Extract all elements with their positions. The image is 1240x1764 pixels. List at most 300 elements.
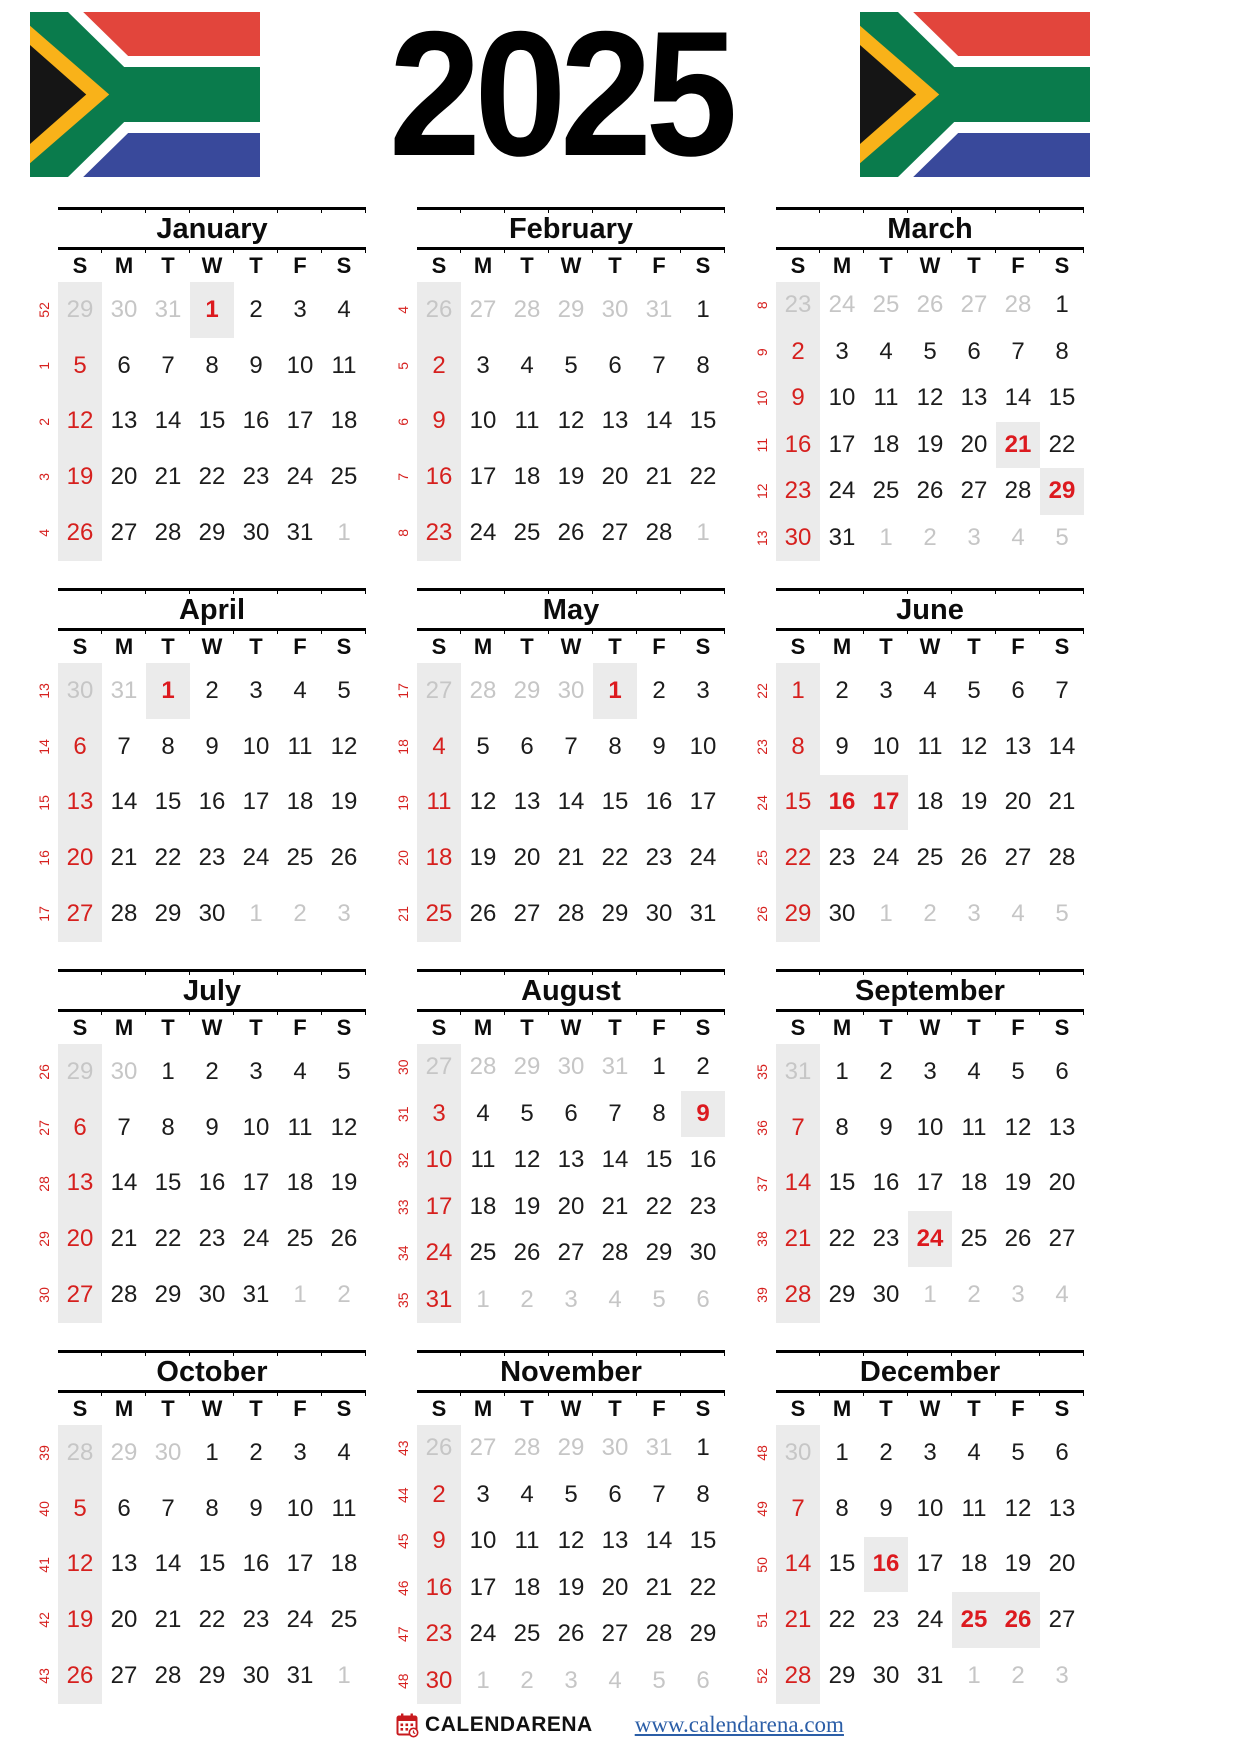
week-number: 5 — [394, 361, 411, 370]
day-cell: 25 — [916, 844, 944, 872]
day-cell: 18 — [330, 1550, 358, 1578]
brand-name: CALENDARENA — [425, 1713, 593, 1736]
week-gutter-spacer — [748, 631, 776, 663]
weekday-header: T — [967, 1015, 981, 1040]
month-title: September — [855, 975, 1005, 1007]
weekday-header: F — [293, 634, 307, 659]
day-cell: 22 — [198, 463, 226, 491]
week-number: 49 — [753, 1500, 770, 1517]
day-cell: 19 — [513, 1192, 541, 1220]
day-cell: 28 — [1004, 291, 1032, 319]
week-number: 23 — [753, 738, 770, 755]
month-title: July — [182, 975, 242, 1007]
week-number: 42 — [35, 1612, 52, 1629]
week-number: 26 — [753, 906, 770, 922]
day-cell: 3 — [564, 1666, 578, 1694]
calendar-grid — [30, 207, 1240, 1704]
week-number: 20 — [394, 850, 411, 867]
day-cell: 16 — [242, 1550, 270, 1578]
weekday-header: M — [832, 253, 852, 278]
day-cell: 7 — [776, 1481, 820, 1537]
week-number: 28 — [35, 1175, 52, 1192]
day-cell: 20 — [601, 1573, 629, 1601]
day-cell: 22 — [645, 1192, 673, 1220]
day-cell: 3 — [879, 676, 893, 704]
day-cell: 23 — [689, 1192, 717, 1220]
week-number: 8 — [394, 529, 411, 537]
day-cell: 5 — [58, 338, 102, 394]
day-cell: 13 — [513, 788, 541, 816]
day-cell: 10 — [469, 407, 497, 435]
week-number: 24 — [753, 794, 770, 811]
month-title: August — [521, 975, 621, 1007]
day-cell: 29 — [828, 1281, 856, 1309]
day-cell: 30 — [242, 519, 270, 547]
day-cell: 3 — [249, 1057, 263, 1085]
weekday-header: S — [72, 634, 88, 659]
month-top-line — [776, 1350, 1084, 1353]
day-cell: 5 — [652, 1666, 666, 1694]
day-cell: 27 — [110, 519, 138, 547]
day-cell: 5 — [58, 1481, 102, 1537]
day-cell: 28 — [154, 1662, 182, 1690]
week-number: 30 — [395, 1059, 411, 1076]
day-cell: 27 — [417, 1044, 461, 1091]
day-cell: 4 — [879, 337, 893, 365]
day-cell: 23 — [776, 282, 820, 329]
day-cell: 8 — [205, 1494, 219, 1522]
day-cell: 2 — [1011, 1662, 1025, 1690]
month-divider-line — [417, 628, 725, 631]
site-link[interactable]: www.calendarena.com — [634, 1712, 844, 1737]
day-cell: 25 — [513, 519, 541, 547]
week-gutter-spacer — [389, 631, 417, 663]
week-number: 35 — [395, 1291, 411, 1308]
day-cell: 3 — [1055, 1662, 1069, 1690]
day-cell: 14 — [1048, 732, 1076, 760]
week-number: 48 — [395, 1672, 411, 1689]
day-cell: 30 — [110, 295, 138, 323]
day-cell: 10 — [242, 732, 270, 760]
day-cell: 27 — [417, 663, 461, 719]
day-cell: 12 — [1004, 1113, 1032, 1141]
day-cell: 27 — [58, 886, 102, 942]
day-cell: 19 — [58, 449, 102, 505]
day-cell: 17 — [828, 430, 856, 458]
day-cell: 20 — [1048, 1550, 1076, 1578]
week-number: 44 — [395, 1486, 411, 1503]
holiday-cell: 29 — [1040, 468, 1084, 515]
day-cell: 30 — [776, 515, 820, 562]
day-cell: 11 — [417, 775, 461, 831]
day-cell: 28 — [1048, 844, 1076, 872]
week-number: 18 — [394, 738, 411, 755]
day-cell: 30 — [828, 900, 856, 928]
day-cell: 1 — [205, 1438, 219, 1466]
day-cell: 2 — [652, 676, 666, 704]
day-cell: 24 — [916, 1606, 944, 1634]
month-top-line — [58, 207, 366, 210]
day-cell: 29 — [557, 1434, 585, 1462]
calendar-icon — [396, 1713, 420, 1738]
day-cell: 27 — [601, 1620, 629, 1648]
day-cell: 16 — [417, 1565, 461, 1612]
day-cell: 17 — [689, 788, 717, 816]
month-top-line — [58, 1350, 366, 1353]
week-number: 8 — [754, 301, 770, 310]
day-cell: 3 — [923, 1438, 937, 1466]
day-cell: 26 — [469, 900, 497, 928]
day-cell: 22 — [828, 1606, 856, 1634]
weekday-header: M — [832, 1396, 852, 1421]
day-cell: 1 — [337, 1662, 351, 1690]
day-cell: 21 — [154, 463, 182, 491]
week-number: 17 — [394, 683, 411, 699]
day-cell: 6 — [1055, 1057, 1069, 1085]
month-top-line — [58, 588, 366, 591]
day-cell: 10 — [916, 1494, 944, 1522]
weekday-header: S — [790, 1396, 806, 1421]
day-cell: 28 — [469, 1053, 497, 1081]
weekday-header: T — [879, 1396, 893, 1421]
day-cell: 16 — [689, 1146, 717, 1174]
page-footer — [0, 1712, 1240, 1738]
day-cell: 31 — [286, 1662, 314, 1690]
day-cell: 4 — [476, 1099, 490, 1127]
day-cell: 12 — [557, 1527, 585, 1555]
day-cell: 8 — [835, 1494, 849, 1522]
day-cell: 7 — [652, 351, 666, 379]
day-cell: 3 — [967, 900, 981, 928]
day-cell: 8 — [776, 719, 820, 775]
day-cell: 30 — [645, 900, 673, 928]
month-divider-line — [417, 1390, 725, 1393]
week-number: 40 — [35, 1500, 52, 1517]
day-cell: 1 — [923, 1281, 937, 1309]
day-cell: 20 — [110, 463, 138, 491]
day-cell: 31 — [110, 676, 138, 704]
day-cell: 25 — [513, 1620, 541, 1648]
day-cell: 23 — [242, 463, 270, 491]
day-cell: 12 — [960, 732, 988, 760]
day-cell: 6 — [608, 351, 622, 379]
weekday-header: S — [695, 634, 711, 659]
day-cell: 15 — [689, 1527, 717, 1555]
day-cell: 28 — [513, 295, 541, 323]
day-cell: 9 — [652, 732, 666, 760]
day-cell: 24 — [469, 1620, 497, 1648]
day-cell: 6 — [564, 1099, 578, 1127]
day-cell: 13 — [960, 384, 988, 412]
day-cell: 2 — [520, 1666, 534, 1694]
month-june — [748, 588, 1084, 942]
day-cell: 28 — [645, 1620, 673, 1648]
day-cell: 31 — [417, 1277, 461, 1324]
day-cell: 2 — [293, 900, 307, 928]
day-cell: 9 — [205, 1113, 219, 1141]
day-cell: 5 — [967, 676, 981, 704]
month-top-line — [776, 969, 1084, 972]
day-cell: 14 — [1004, 384, 1032, 412]
day-cell: 26 — [58, 505, 102, 561]
day-cell: 17 — [242, 788, 270, 816]
day-cell: 15 — [689, 407, 717, 435]
day-cell: 4 — [293, 676, 307, 704]
day-cell: 26 — [557, 1620, 585, 1648]
weekday-header: W — [560, 634, 582, 659]
day-cell: 19 — [916, 430, 944, 458]
day-cell: 8 — [835, 1113, 849, 1141]
weekday-header: T — [608, 1015, 622, 1040]
week-number: 30 — [35, 1287, 52, 1303]
weekday-header: T — [967, 253, 981, 278]
day-cell: 21 — [110, 844, 138, 872]
week-number: 35 — [753, 1064, 770, 1080]
weekday-header: W — [560, 1015, 582, 1040]
day-cell: 11 — [331, 1494, 357, 1522]
weekday-header: T — [161, 634, 175, 659]
day-cell: 18 — [872, 430, 900, 458]
day-cell: 6 — [1055, 1438, 1069, 1466]
month-title: June — [896, 594, 964, 626]
day-cell: 4 — [967, 1057, 981, 1085]
day-cell: 1 — [835, 1438, 849, 1466]
day-cell: 13 — [58, 1156, 102, 1212]
weekday-header: M — [832, 1015, 852, 1040]
day-cell: 26 — [330, 1225, 358, 1253]
day-cell: 30 — [872, 1281, 900, 1309]
weekday-header: S — [72, 1396, 88, 1421]
day-cell: 4 — [337, 1438, 351, 1466]
month-top-line — [417, 207, 725, 210]
day-cell: 14 — [776, 1156, 820, 1212]
day-cell: 9 — [879, 1113, 893, 1141]
day-cell: 1 — [476, 1666, 490, 1694]
month-top-line — [776, 588, 1084, 591]
day-cell: 19 — [1004, 1169, 1032, 1197]
month-title: December — [859, 1356, 1001, 1388]
week-number: 51 — [753, 1612, 770, 1629]
day-cell: 25 — [872, 291, 900, 319]
day-cell: 7 — [161, 351, 175, 379]
day-cell: 18 — [286, 788, 314, 816]
day-cell: 10 — [916, 1113, 944, 1141]
day-cell: 8 — [161, 1113, 175, 1141]
day-cell: 6 — [608, 1480, 622, 1508]
day-cell: 2 — [835, 676, 849, 704]
day-cell: 21 — [645, 1573, 673, 1601]
day-cell: 14 — [601, 1146, 629, 1174]
day-cell: 23 — [776, 468, 820, 515]
day-cell: 10 — [872, 732, 900, 760]
week-number: 13 — [35, 683, 52, 699]
day-cell: 15 — [601, 788, 629, 816]
day-cell: 3 — [417, 1091, 461, 1138]
month-top-line — [417, 588, 725, 591]
day-cell: 23 — [417, 505, 461, 561]
day-cell: 27 — [513, 900, 541, 928]
holiday-cell: 25 — [952, 1592, 996, 1648]
day-cell: 10 — [469, 1527, 497, 1555]
day-cell: 14 — [557, 788, 585, 816]
day-cell: 28 — [557, 900, 585, 928]
day-cell: 30 — [872, 1662, 900, 1690]
day-cell: 12 — [58, 394, 102, 450]
day-cell: 10 — [828, 384, 856, 412]
weekday-header: T — [161, 253, 175, 278]
day-cell: 11 — [961, 1113, 987, 1141]
day-cell: 14 — [645, 1527, 673, 1555]
day-cell: 27 — [110, 1662, 138, 1690]
day-cell: 7 — [564, 732, 578, 760]
weekday-header: S — [72, 1015, 88, 1040]
south-africa-flag-right — [860, 12, 1090, 177]
day-cell: 12 — [513, 1146, 541, 1174]
day-cell: 2 — [417, 1472, 461, 1519]
day-cell: 9 — [249, 351, 263, 379]
day-cell: 21 — [776, 1211, 820, 1267]
day-cell: 26 — [960, 844, 988, 872]
day-cell: 15 — [828, 1550, 856, 1578]
day-cell: 12 — [469, 788, 497, 816]
week-number: 32 — [395, 1152, 411, 1169]
week-number: 12 — [754, 483, 770, 500]
week-gutter-spacer — [748, 1012, 776, 1044]
weekday-header: F — [293, 1015, 307, 1040]
week-number: 17 — [35, 906, 52, 922]
month-december — [748, 1350, 1084, 1704]
month-divider-line — [776, 628, 1084, 631]
holiday-cell: 1 — [190, 282, 234, 338]
weekday-header: S — [1054, 634, 1070, 659]
weekday-header: S — [336, 634, 352, 659]
day-cell: 10 — [286, 351, 314, 379]
day-cell: 4 — [520, 1480, 534, 1508]
south-africa-flag-left — [30, 12, 260, 177]
day-cell: 27 — [557, 1239, 585, 1267]
day-cell: 29 — [58, 1044, 102, 1100]
week-gutter-spacer — [389, 1012, 417, 1044]
day-cell: 12 — [1004, 1494, 1032, 1522]
weekday-header: S — [790, 253, 806, 278]
month-title: November — [500, 1356, 642, 1388]
day-cell: 10 — [286, 1494, 314, 1522]
week-number: 47 — [395, 1626, 411, 1643]
day-cell: 1 — [696, 1434, 710, 1462]
day-cell: 6 — [1011, 676, 1025, 704]
day-cell: 2 — [249, 295, 263, 323]
day-cell: 30 — [198, 1281, 226, 1309]
day-cell: 23 — [872, 1606, 900, 1634]
day-cell: 14 — [154, 1550, 182, 1578]
day-cell: 17 — [286, 407, 314, 435]
day-cell: 2 — [205, 676, 219, 704]
month-divider-line — [58, 247, 366, 250]
weekday-header: W — [201, 634, 223, 659]
week-number: 21 — [394, 906, 411, 922]
day-cell: 20 — [601, 463, 629, 491]
day-cell: 11 — [287, 1113, 313, 1141]
day-cell: 15 — [154, 1169, 182, 1197]
day-cell: 23 — [417, 1611, 461, 1658]
weekday-header: T — [520, 1015, 534, 1040]
week-number: 34 — [395, 1245, 411, 1262]
day-cell: 31 — [828, 523, 856, 551]
holiday-cell: 9 — [681, 1091, 725, 1138]
day-cell: 6 — [696, 1285, 710, 1313]
day-cell: 8 — [696, 1480, 710, 1508]
day-cell: 17 — [417, 1184, 461, 1231]
month-top-line — [776, 207, 1084, 210]
day-cell: 4 — [1011, 523, 1025, 551]
day-cell: 21 — [776, 1592, 820, 1648]
day-cell: 19 — [330, 788, 358, 816]
weekday-header: S — [695, 1396, 711, 1421]
day-cell: 11 — [873, 384, 899, 412]
week-gutter-spacer — [30, 1393, 58, 1425]
day-cell: 17 — [916, 1169, 944, 1197]
day-cell: 29 — [557, 295, 585, 323]
weekday-header: T — [608, 634, 622, 659]
day-cell: 12 — [330, 1113, 358, 1141]
day-cell: 26 — [557, 519, 585, 547]
day-cell: 21 — [557, 844, 585, 872]
day-cell: 23 — [645, 844, 673, 872]
day-cell: 5 — [337, 1057, 351, 1085]
weekday-header: S — [431, 634, 447, 659]
day-cell: 16 — [198, 788, 226, 816]
weekday-header: F — [293, 253, 307, 278]
day-cell: 3 — [476, 1480, 490, 1508]
month-may — [389, 588, 725, 942]
holiday-cell: 21 — [996, 422, 1040, 469]
day-cell: 8 — [205, 351, 219, 379]
day-cell: 6 — [967, 337, 981, 365]
day-cell: 13 — [110, 407, 138, 435]
day-cell: 11 — [287, 732, 313, 760]
day-cell: 25 — [469, 1239, 497, 1267]
day-cell: 18 — [286, 1169, 314, 1197]
week-number: 10 — [754, 390, 770, 407]
weekday-header: S — [72, 253, 88, 278]
month-march — [748, 207, 1084, 561]
day-cell: 20 — [58, 1211, 102, 1267]
day-cell: 7 — [117, 732, 131, 760]
day-cell: 2 — [696, 1053, 710, 1081]
weekday-header: T — [879, 1015, 893, 1040]
day-cell: 17 — [916, 1550, 944, 1578]
week-gutter-spacer — [389, 1393, 417, 1425]
weekday-header: T — [608, 253, 622, 278]
day-cell: 19 — [557, 463, 585, 491]
week-number: 43 — [395, 1440, 411, 1457]
day-cell: 30 — [110, 1057, 138, 1085]
day-cell: 20 — [110, 1606, 138, 1634]
day-cell: 22 — [689, 1573, 717, 1601]
day-cell: 26 — [513, 1239, 541, 1267]
weekday-header: M — [473, 1396, 493, 1421]
day-cell: 4 — [417, 719, 461, 775]
day-cell: 17 — [286, 1550, 314, 1578]
month-august — [389, 969, 725, 1323]
month-title: March — [887, 213, 973, 245]
day-cell: 25 — [286, 1225, 314, 1253]
day-cell: 16 — [776, 422, 820, 469]
day-cell: 14 — [154, 407, 182, 435]
weekday-header: M — [114, 634, 134, 659]
day-cell: 14 — [645, 407, 673, 435]
day-cell: 31 — [916, 1662, 944, 1690]
